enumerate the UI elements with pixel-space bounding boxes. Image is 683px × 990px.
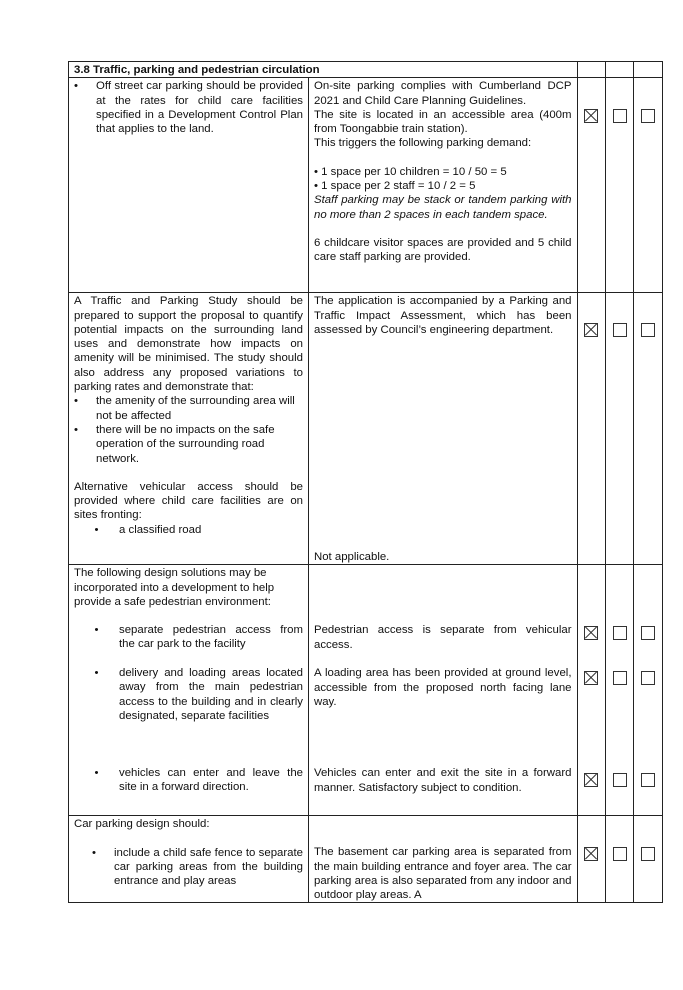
yes-checkbox[interactable] <box>584 671 598 685</box>
no-checkbox[interactable] <box>613 671 627 685</box>
no-checkbox[interactable] <box>613 847 627 861</box>
list-item: • Off street car parking should be provided at the rates for child care facilities specified in a Development Control Plan that applies to the land. <box>74 80 303 136</box>
requirement-cell: A Traffic and Parking Study should be prepared to support the proposal to quantify potential impacts on the surrounding land uses and demonstrate how impacts on amenity will be minimised. The study should also address any proposed variations to parking rates and demonstrate that: • the amenity of the surrounding area will not be affected • there will be no impacts on the safe operation of the surrounding road network. Alternative vehicular access should be provided where child care facilities are on sites fronting: • a classified road <box>69 293 309 565</box>
response-cell: The application is accompanied by a Parking and Traffic Impact Assessment, which has been assessed by Council’s engineering department. Not applicable. <box>309 293 578 565</box>
na-checkbox[interactable] <box>641 671 655 685</box>
list-item: • there will be no impacts on the safe operation of the surrounding road network. <box>74 423 275 465</box>
list-item: • a classified road <box>94 523 202 536</box>
na-checkbox[interactable] <box>641 773 655 787</box>
compliance-table <box>68 61 663 903</box>
na-checkbox[interactable] <box>641 323 655 337</box>
no-checkbox[interactable] <box>613 109 627 123</box>
requirement-cell <box>69 78 309 293</box>
yes-checkbox[interactable] <box>584 847 598 861</box>
requirement-cell: Car parking design should: • include a child safe fence to separate car parking areas from the building entrance and play areas <box>69 816 309 903</box>
na-checkbox[interactable] <box>641 847 655 861</box>
response-cell: On-site parking complies with Cumberland DCP 2021 and Child Care Planning Guidelines. The site is located in an accessible area (400m from Toongabbie train station). This triggers the following parking demand: • 1 space per 10 children = 10 / 50 = 5 • 1 space per 2 staff = 10 / 2 = 5 Staff parking may be stack or tandem parking with no more than 2 spaces in each tandem space. 6 childcare visitor spaces are provided and 5 child care staff parking are provided. <box>309 78 578 293</box>
table-row <box>69 565 663 816</box>
no-checkbox[interactable] <box>613 323 627 337</box>
list-item: • vehicles can enter and leave the site in a forward direction. <box>94 767 303 794</box>
response-cell: The basement car parking area is separated from the main building entrance and foyer area. The car parking area is also separated from any indoor and outdoor play areas. A <box>309 816 578 903</box>
table-row <box>69 816 663 903</box>
list-item: • separate pedestrian access from the car park to the facility <box>94 624 303 651</box>
response-cell: Pedestrian access is separate from vehicular access. A loading area has been provided at ground level, accessible from the proposed north facing lane way. Vehicles can enter and exit the site in a forward manner. Satisfactory subject to condition. <box>309 565 578 816</box>
na-checkbox[interactable] <box>641 109 655 123</box>
no-checkbox[interactable] <box>613 773 627 787</box>
list-item: • include a child safe fence to separate car parking areas from the building entrance and play areas <box>92 846 303 888</box>
yes-checkbox[interactable] <box>584 773 598 787</box>
list-item: • the amenity of the surrounding area will not be affected <box>74 395 295 422</box>
no-checkbox[interactable] <box>613 626 627 640</box>
section-title: 3.8 Traffic, parking and pedestrian circulation <box>69 62 578 78</box>
yes-checkbox[interactable] <box>584 626 598 640</box>
yes-checkbox[interactable] <box>584 109 598 123</box>
requirement-cell: The following design solutions may be incorporated into a development to help provide a safe pedestrian environment: • separate pedestrian access from the car park to the facility • delivery and loading areas located away from the main pedestrian access to the building and in clearly designated, separate facilities • vehicles can enter and leave the site in a forward direction. <box>69 565 309 816</box>
table-row <box>69 293 663 565</box>
section-header-row <box>69 62 663 78</box>
table-row <box>69 78 663 293</box>
yes-checkbox[interactable] <box>584 323 598 337</box>
list-item: • delivery and loading areas located away from the main pedestrian access to the building and in clearly designated, separate facilities <box>94 667 303 723</box>
na-checkbox[interactable] <box>641 626 655 640</box>
